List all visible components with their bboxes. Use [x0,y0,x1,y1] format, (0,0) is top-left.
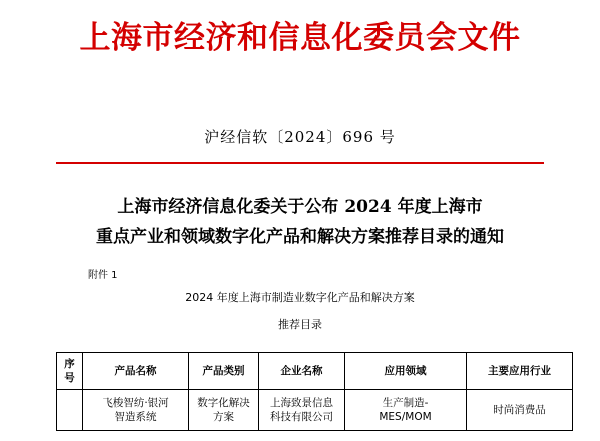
table-header-row [57,353,573,390]
header-product-category: 产品类别 [189,353,259,390]
table-title-line-1: 2024 年度上海市制造业数字化产品和解决方案 [185,291,415,304]
header-enterprise-name: 企业名称 [259,353,345,390]
table-row [57,390,573,431]
product-category-line-2: 方案 [213,411,234,423]
notice-title-line-1: 上海市经济信息化委关于公布 2024 年度上海市 [117,197,483,217]
product-name-line-2: 智造系统 [114,411,157,423]
application-field-line-1: 生产制造- [382,397,429,409]
header-index [57,353,83,390]
cell-product-category [189,390,259,431]
document-number: 沪经信软〔2024〕696 号 [204,128,396,146]
product-name-line-1: 飞梭智纺·银河 [102,397,169,409]
application-field-line-2: MES/MOM [379,411,432,423]
enterprise-name-line-1: 上海致景信息 [270,397,333,409]
header-application-field: 应用领域 [345,353,467,390]
cell-application-field [345,390,467,431]
table-title-line-2: 推荐目录 [278,318,322,331]
attachment-label: 附件 1 [88,270,118,281]
header-index-line-2: 号 [64,372,75,384]
header-product-name: 产品名称 [83,353,189,390]
cell-enterprise-name [259,390,345,431]
cell-industry: 时尚消费品 [467,390,573,431]
recommendation-catalog-table [56,352,573,431]
cell-index [57,390,83,431]
header-industry: 主要应用行业 [467,353,573,390]
cell-product-name [83,390,189,431]
product-category-line-1: 数字化解决 [197,397,250,409]
header-index-line-1: 序 [64,358,75,370]
notice-title-line-2: 重点产业和领域数字化产品和解决方案推荐目录的通知 [96,227,504,247]
enterprise-name-line-2: 科技有限公司 [270,411,333,423]
red-divider-rule [56,162,544,164]
masthead: 上海市经济和信息化委员会文件 [79,20,521,56]
